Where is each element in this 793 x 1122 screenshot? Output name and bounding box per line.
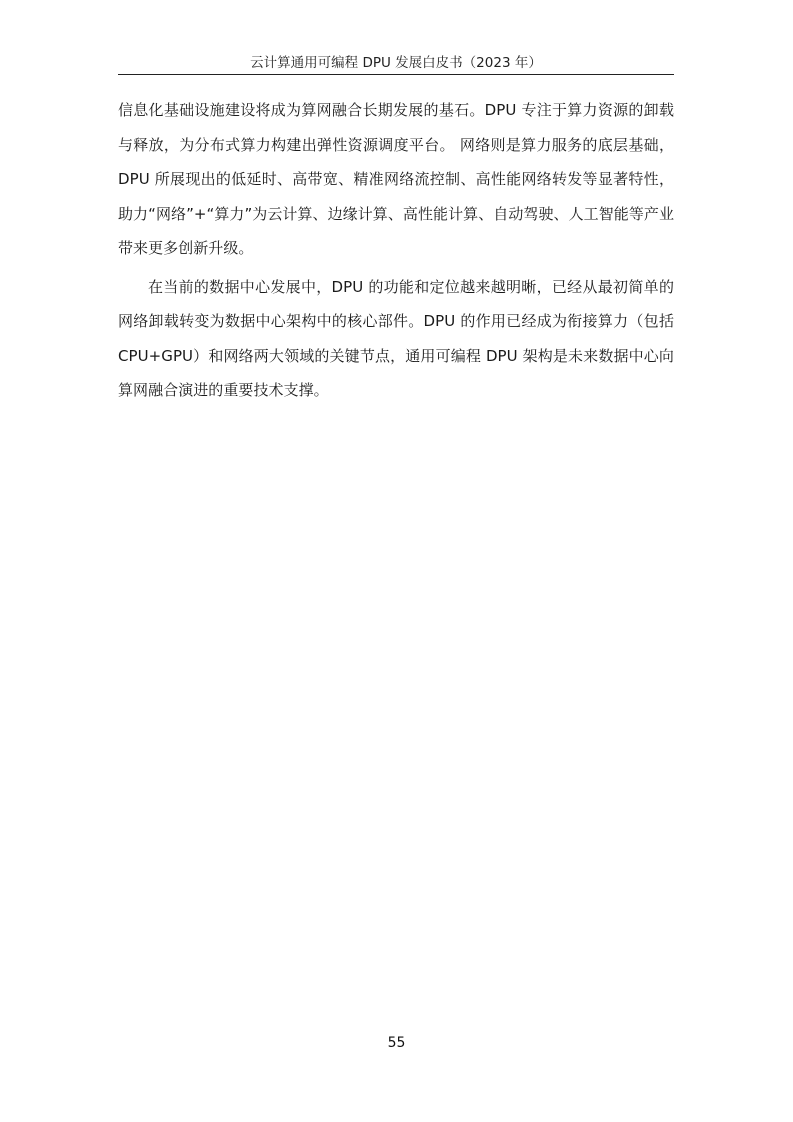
header-title: 云计算通用可编程 DPU 发展白皮书（2023 年） xyxy=(250,55,542,71)
paragraph-2: 在当前的数据中心发展中，DPU 的功能和定位越来越明晰，已经从最初简单的网络卸载转变为数据中心架构中的核心部件。DPU 的作用已经成为衔接算力（包括 CPU+GPU）和网络两大领域的关键节点，通用可编程 DPU 架构是未来数据中心向算网融合演进的重要技术支撑。 xyxy=(118,277,674,399)
running-header xyxy=(118,52,674,75)
paragraph-1: 信息化基础设施建设将成为算网融合长期发展的基石。DPU 专注于算力资源的卸载与释放，为分布式算力构建出弹性资源调度平台。 网络则是算力服务的底层基础，DPU 所展现出的低延时、高带宽、精准网络流控制、高性能网络转发等显著特性，助力“网络”+“算力”为云计算、边缘计算、高性能计算、自动驾驶、人工智能等产业带来更多创新升级。 xyxy=(118,101,674,257)
body-text xyxy=(118,93,674,408)
page-number: 55 xyxy=(387,1035,406,1051)
